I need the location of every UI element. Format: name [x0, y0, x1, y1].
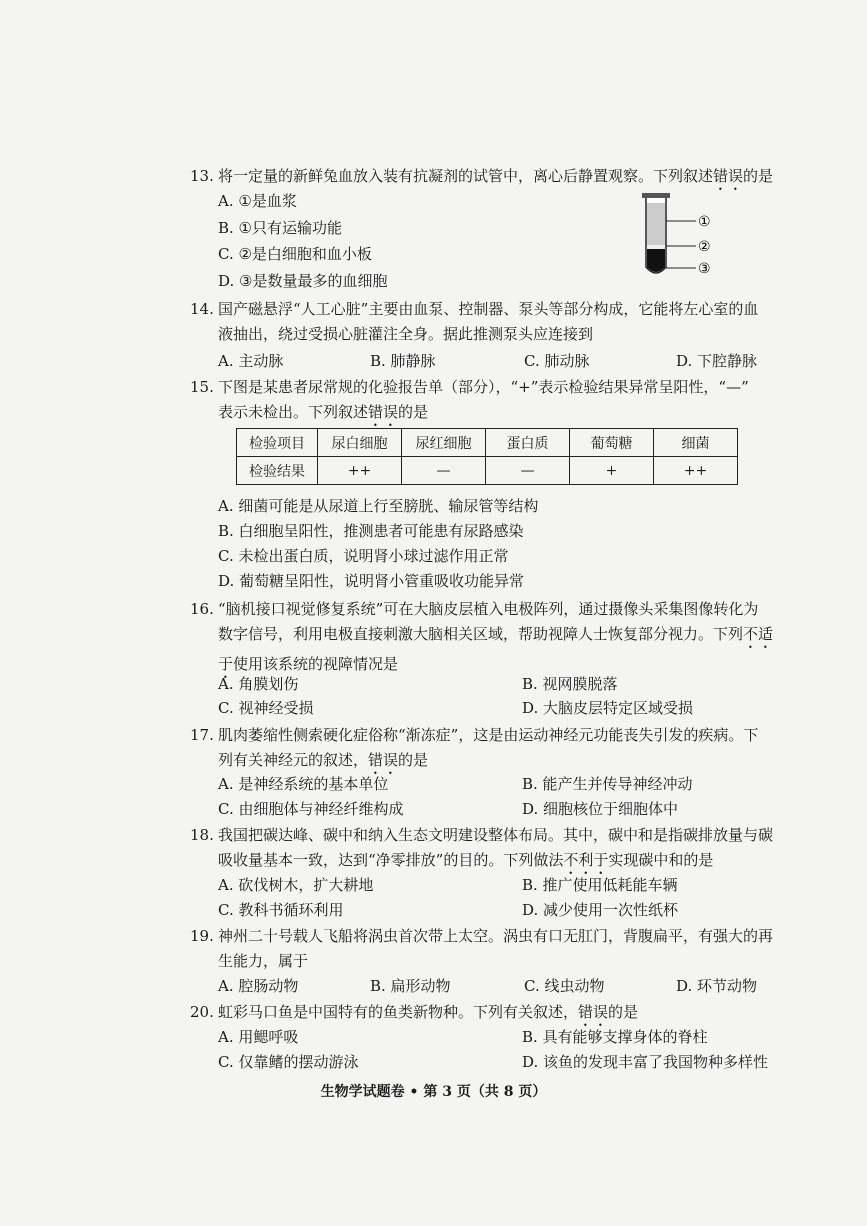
- test-tube-diagram: [640, 193, 720, 283]
- table-cell: 检验项目: [237, 429, 318, 457]
- table-cell: 细菌: [654, 429, 738, 457]
- option-a: A. 角膜划伤: [218, 675, 299, 693]
- question-stem-line3: 于使用该系统的视障情况是: [218, 655, 399, 673]
- option-b: B. 推广使用低耗能车辆: [522, 876, 678, 894]
- table-cell: 葡萄糖: [570, 429, 654, 457]
- option-a: A. 用鳃呼吸: [218, 1028, 299, 1046]
- option-b: B. 视网膜脱落: [522, 675, 618, 693]
- option-b: B. 白细胞呈阳性，推测患者可能患有尿路感染: [218, 522, 524, 540]
- option-a: A. 砍伐树木，扩大耕地: [218, 876, 374, 894]
- table-cell: 检验结果: [237, 457, 318, 485]
- option-c: C. 教科书循环利用: [218, 901, 344, 919]
- question-number: 16.: [190, 600, 214, 618]
- question-number: 19.: [190, 927, 214, 945]
- question-16: [190, 597, 800, 682]
- option-d: D. 葡萄糖呈阳性，说明肾小管重吸收功能异常: [218, 572, 525, 590]
- question-number: 18.: [190, 826, 214, 844]
- question-stem-line2: 液抽出，绕过受损心脏灌注全身。据此推测泵头应连接到: [218, 325, 594, 343]
- question-stem-line2: 生能力，属于: [218, 952, 309, 970]
- question-number: 17.: [190, 726, 214, 744]
- tube-rim: [642, 193, 670, 198]
- option-b: B. 具有能够支撑身体的脊柱: [522, 1028, 708, 1046]
- table-cell: 蛋白质: [486, 429, 570, 457]
- option-c: C. 线虫动物: [524, 977, 605, 995]
- question-15: [190, 375, 800, 430]
- option-a: A. 是神经系统的基本单位: [218, 775, 389, 793]
- table-cell: ++: [318, 457, 402, 485]
- question-14: [190, 297, 800, 347]
- option-a: A. 主动脉: [218, 352, 284, 370]
- tube-label-3: ③: [698, 261, 711, 277]
- option-c: C. 肺动脉: [524, 352, 590, 370]
- question-number: 13.: [190, 167, 214, 185]
- option-a: A. 细菌可能是从尿道上行至膀胱、输尿管等结构: [218, 497, 539, 515]
- question-stem: 将一定量的新鲜兔血放入装有抗凝剂的试管中，离心后静置观察。下列叙述错误的是: [218, 167, 774, 185]
- urinalysis-table: [236, 428, 738, 485]
- question-stem-line1: 下图是某患者尿常规的化验报告单（部分），“+”表示检验结果异常呈阳性，“—”: [218, 378, 749, 396]
- question-stem-line1: 肌肉萎缩性侧索硬化症俗称“渐冻症”，这是由运动神经元功能丧失引发的疾病。下: [218, 726, 759, 744]
- rbc-layer: [647, 249, 665, 272]
- option-d: D. 细胞核位于细胞体中: [522, 800, 679, 818]
- option-b: B. ①只有运输功能: [218, 219, 343, 237]
- option-d: D. 下腔静脉: [676, 352, 758, 370]
- option-d: D. 减少使用一次性纸杯: [522, 901, 679, 919]
- option-b: B. 能产生并传导神经冲动: [522, 775, 693, 793]
- option-c: C. 未检出蛋白质，说明肾小球过滤作用正常: [218, 547, 509, 565]
- question-stem-line1: 神州二十号载人飞船将涡虫首次带上太空。涡虫有口无肛门，背腹扁平，有强大的再: [218, 927, 774, 945]
- option-c: C. 视神经受损: [218, 699, 314, 717]
- tube-label-2: ②: [698, 239, 711, 255]
- plasma-layer: [647, 203, 665, 245]
- option-b: B. 肺静脉: [370, 352, 436, 370]
- table-cell: 尿红细胞: [402, 429, 486, 457]
- option-d: D. 该鱼的发现丰富了我国物种多样性: [522, 1053, 769, 1071]
- table-cell: —: [402, 457, 486, 485]
- table-cell: ++: [654, 457, 738, 485]
- question-number: 20.: [190, 1003, 214, 1021]
- table-row: [237, 457, 738, 485]
- question-number: 14.: [190, 300, 214, 318]
- table-cell: 尿白细胞: [318, 429, 402, 457]
- question-number: 15.: [190, 378, 214, 396]
- page-footer: 生物学试题卷 • 第 3 页（共 8 页）: [320, 1084, 547, 1100]
- question-stem-line2: 列有关神经元的叙述，错误的是: [218, 751, 429, 769]
- option-c: C. 由细胞体与神经纤维构成: [218, 800, 404, 818]
- option-a: A. ①是血浆: [218, 192, 297, 210]
- table-cell: —: [486, 457, 570, 485]
- buffy-layer: [647, 245, 665, 249]
- question-stem-line2: 数字信号，利用电极直接刺激大脑相关区域，帮助视障人士恢复部分视力。下列不适: [218, 625, 774, 643]
- question-19: [190, 924, 800, 974]
- question-stem-line1: “脑机接口视觉修复系统”可在大脑皮层植入电极阵列，通过摄像头采集图像转化为: [218, 600, 759, 618]
- question-stem-line1: 我国把碳达峰、碳中和纳入生态文明建设整体布局。其中，碳中和是指碳排放量与碳: [218, 826, 774, 844]
- option-b: B. 扁形动物: [370, 977, 451, 995]
- option-d: D. 环节动物: [676, 977, 758, 995]
- question-18: [190, 823, 800, 878]
- tube-label-1: ①: [698, 214, 711, 230]
- option-d: D. 大脑皮层特定区域受损: [522, 699, 694, 717]
- option-d: D. ③是数量最多的血细胞: [218, 272, 388, 290]
- question-stem-line2: 吸收量基本一致，达到“净零排放”的目的。下列做法不利于实现碳中和的是: [218, 851, 714, 869]
- table-header-row: [237, 429, 738, 457]
- option-a: A. 腔肠动物: [218, 977, 299, 995]
- table-cell: +: [570, 457, 654, 485]
- question-17: [190, 723, 800, 778]
- question-stem-line1: 国产磁悬浮“人工心脏”主要由血泵、控制器、泵头等部分构成，它能将左心室的血: [218, 300, 759, 318]
- option-c: C. ②是白细胞和血小板: [218, 245, 372, 263]
- question-stem-line2: 表示未检出。下列叙述错误的是: [218, 403, 429, 421]
- question-stem: 虹彩马口鱼是中国特有的鱼类新物种。下列有关叙述，错误的是: [218, 1003, 639, 1021]
- option-c: C. 仅靠鳍的摆动游泳: [218, 1053, 359, 1071]
